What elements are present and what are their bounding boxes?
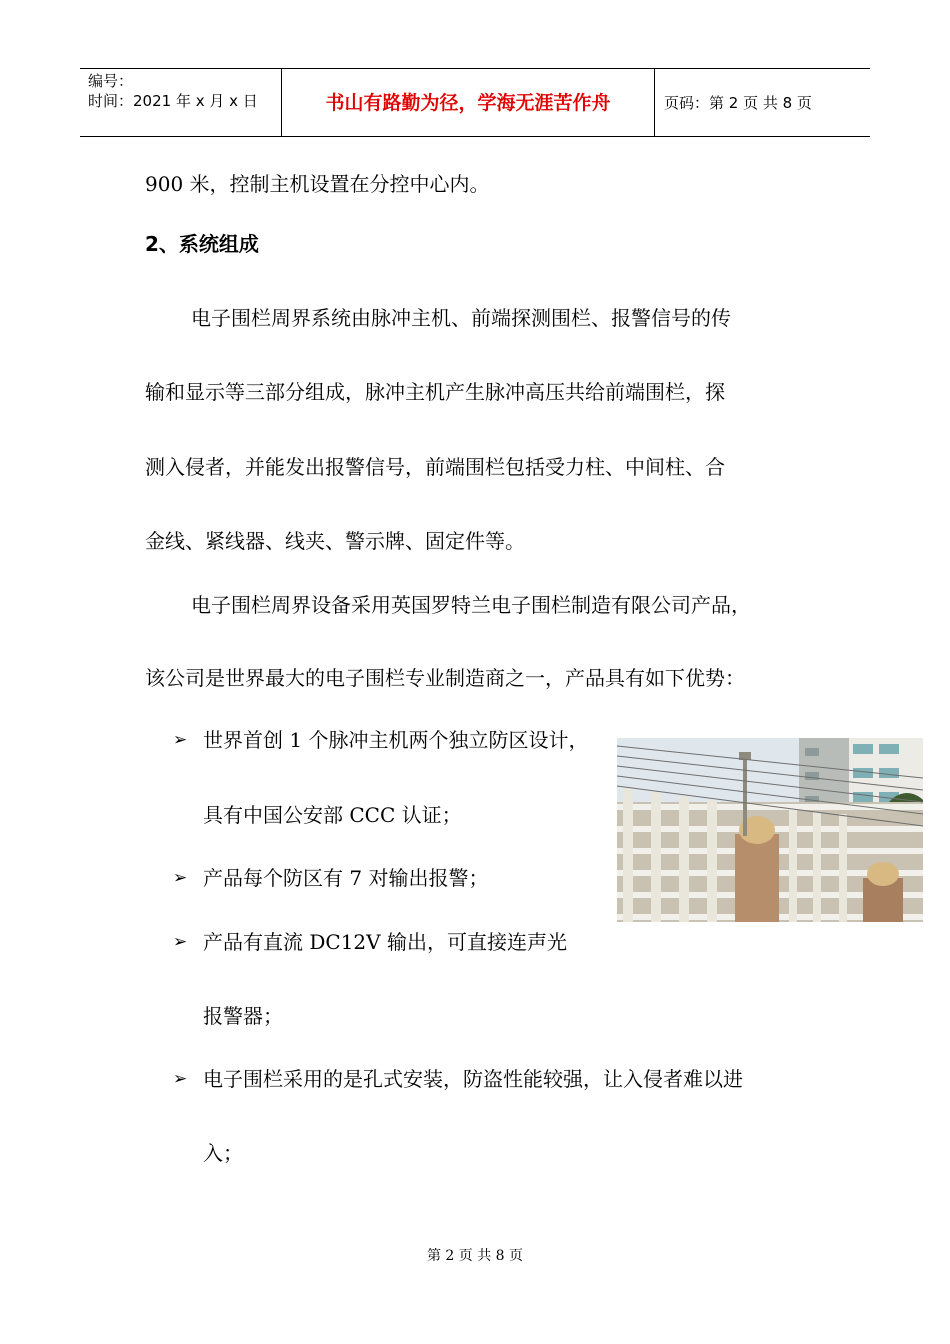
paragraph-line: 电子围栏周界系统由脉冲主机、前端探测围栏、报警信号的传 <box>191 306 731 330</box>
page-footer: 第 2 页 共 8 页 <box>426 1248 524 1264</box>
section-heading: 2、系统组成 <box>145 232 259 256</box>
page-header <box>80 68 870 137</box>
paragraph-line: 电子围栏周界设备采用英国罗特兰电子围栏制造有限公司产品， <box>191 593 751 617</box>
bullet-item-text: 具有中国公安部 CCC 认证； <box>203 803 462 827</box>
header-page-cell <box>654 69 870 136</box>
paragraph-line: 输和显示等三部分组成，脉冲主机产生脉冲高压共给前端围栏，探 <box>145 380 725 404</box>
bullet-item-text: 产品有直流 DC12V 输出，可直接连声光 <box>203 930 567 954</box>
bullet-item-text: 电子围栏采用的是孔式安装，防盗性能较强，让入侵者难以进 <box>203 1067 743 1091</box>
document-date: 时间：2021 年 x 月 x 日 <box>88 92 258 110</box>
header-meta <box>80 69 280 136</box>
body-line: 900 米，控制主机设置在分控中心内。 <box>145 172 490 196</box>
bullet-item-text: 报警器； <box>203 1004 283 1028</box>
document-number-label: 编号： <box>88 72 134 90</box>
electric-fence-photo <box>617 738 923 922</box>
bullet-arrow-icon: ➢ <box>173 868 188 888</box>
bullet-item-text: 产品每个防区有 7 对输出报警； <box>203 866 489 890</box>
bullet-item-text: 世界首创 1 个脉冲主机两个独立防区设计， <box>203 728 589 752</box>
header-page-info: 页码：第 2 页 共 8 页 <box>664 94 812 112</box>
bullet-arrow-icon: ➢ <box>173 1069 188 1089</box>
bullet-arrow-icon: ➢ <box>173 730 188 750</box>
bullet-arrow-icon: ➢ <box>173 932 188 952</box>
paragraph-line: 金线、紧线器、线夹、警示牌、固定件等。 <box>145 529 525 553</box>
paragraph-line: 该公司是世界最大的电子围栏专业制造商之一，产品具有如下优势： <box>145 666 745 690</box>
header-motto: 书山有路勤为径，学海无涯苦作舟 <box>325 92 611 114</box>
header-motto-cell <box>281 69 655 136</box>
paragraph-line: 测入侵者，并能发出报警信号，前端围栏包括受力柱、中间柱、合 <box>145 455 725 479</box>
bullet-item-text: 入； <box>203 1141 243 1165</box>
